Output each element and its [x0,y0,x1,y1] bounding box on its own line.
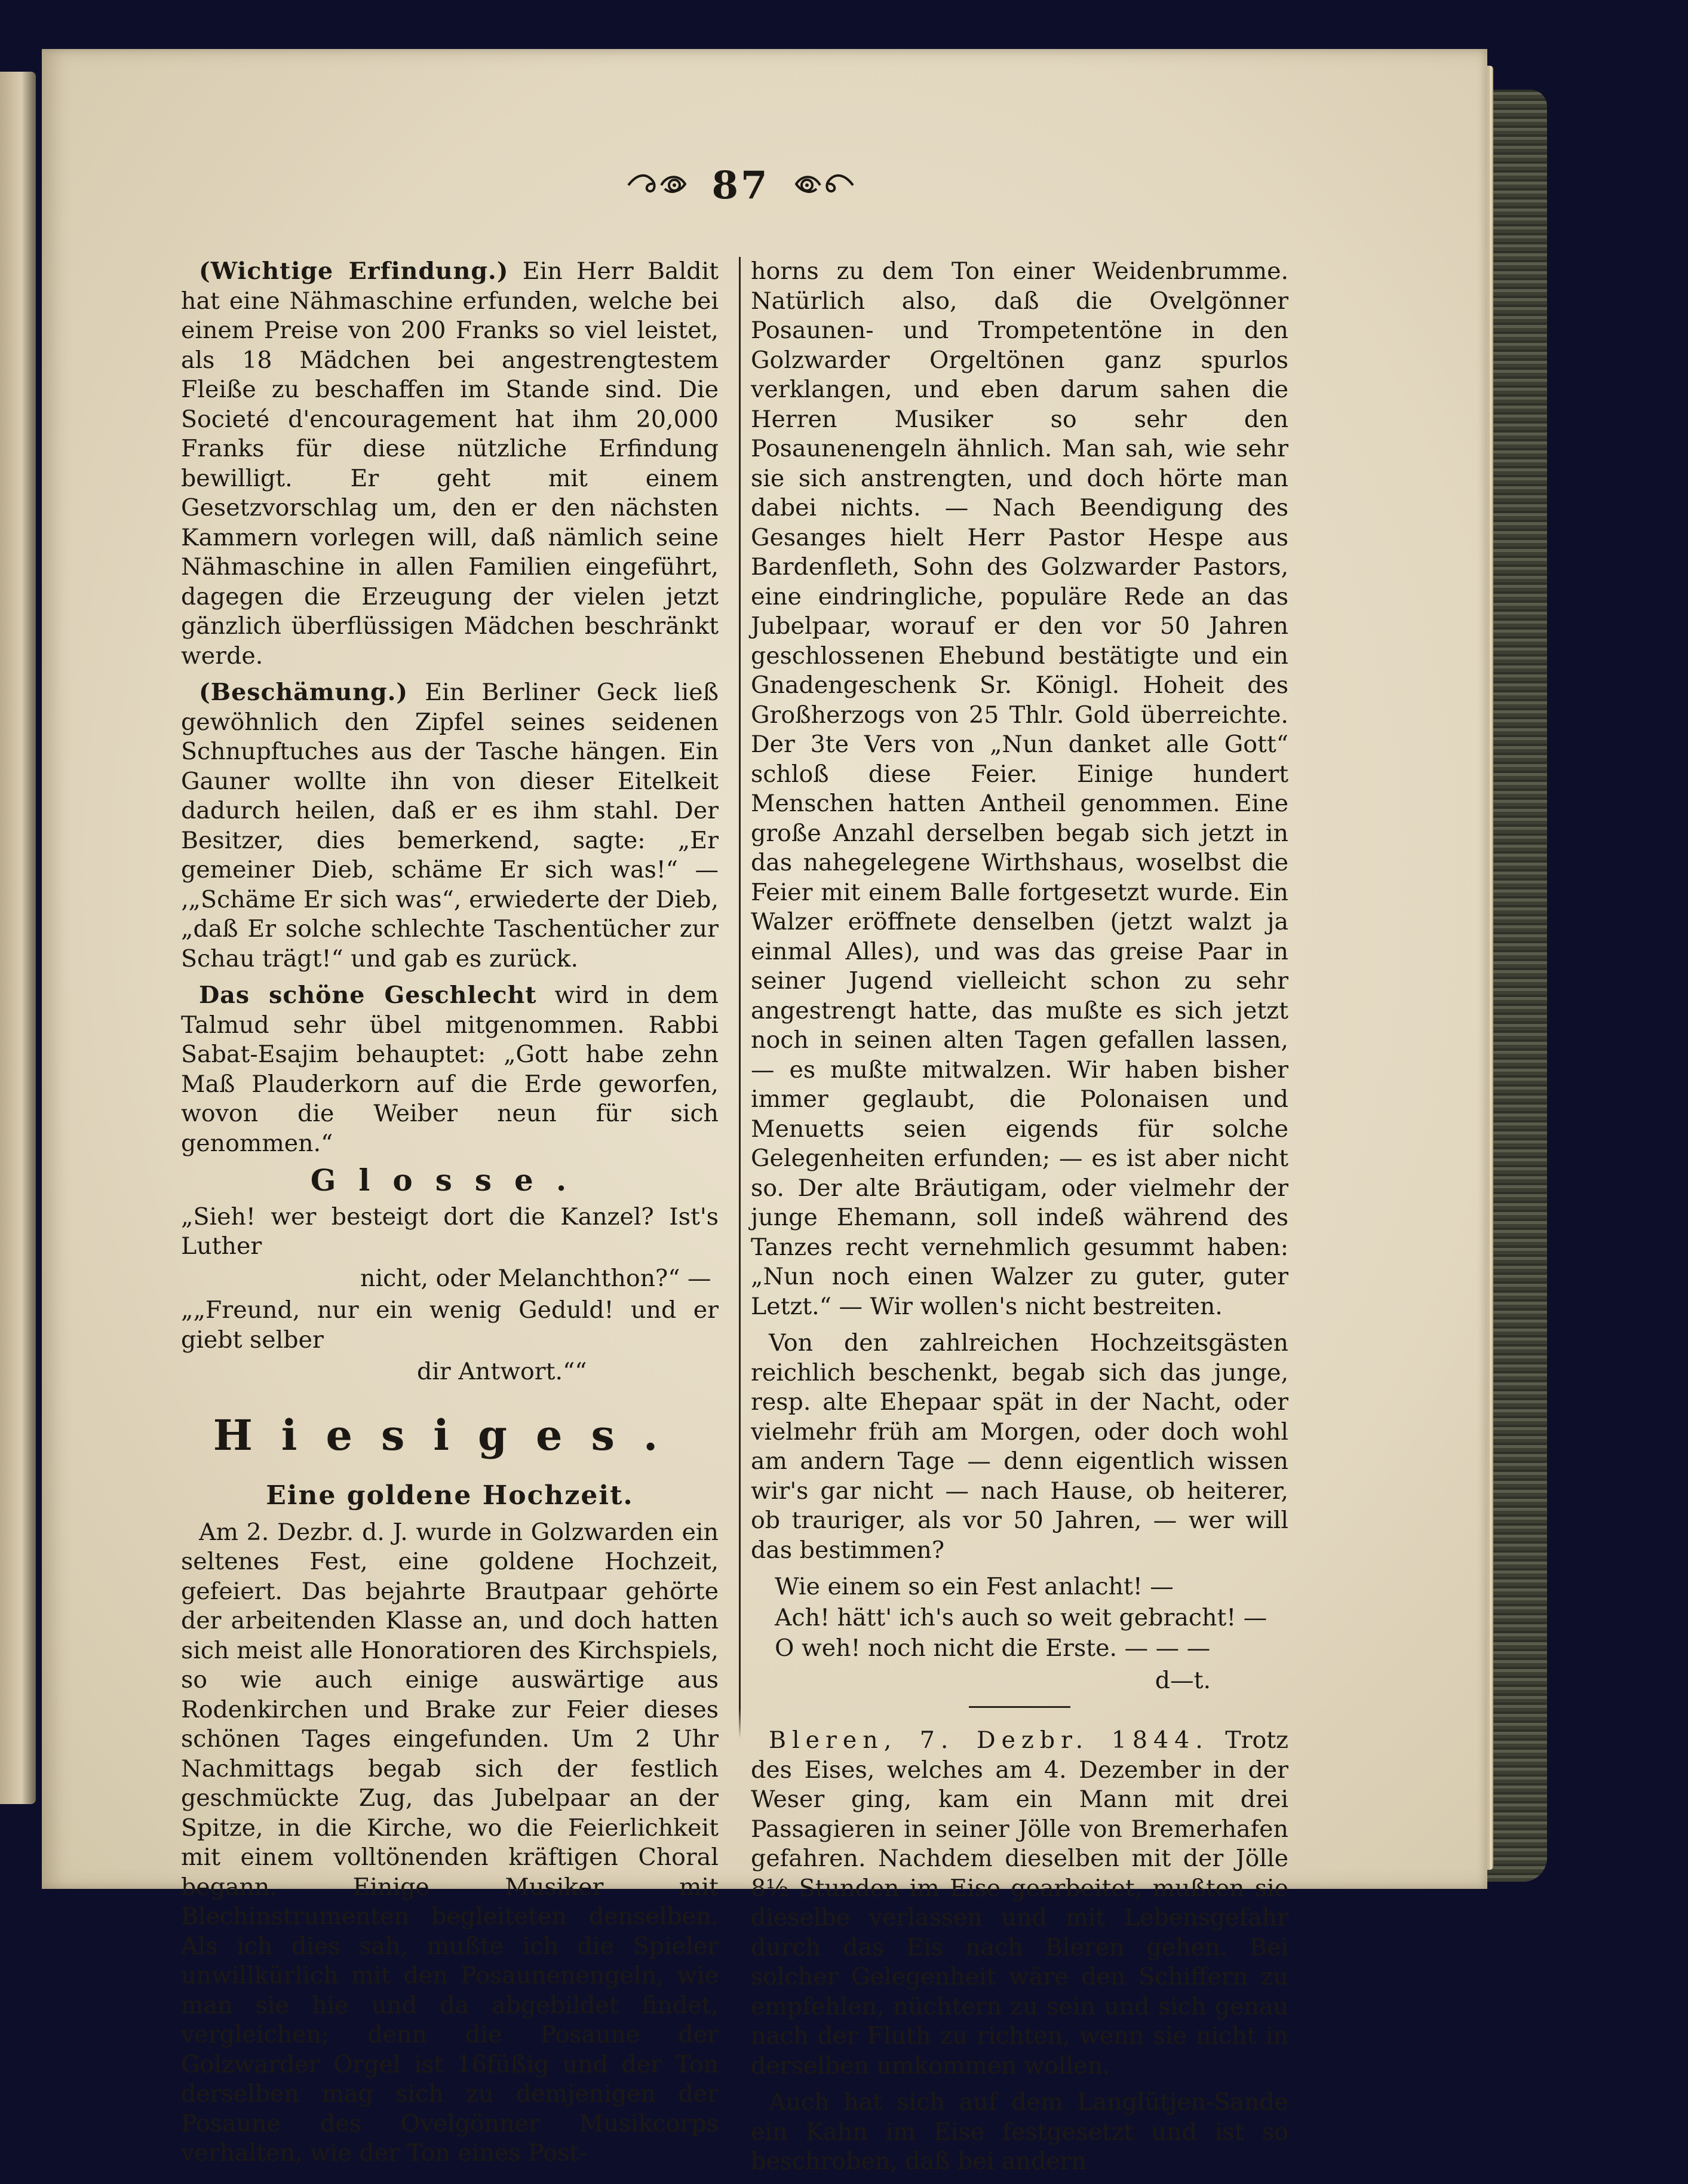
article-continuation: horns zu dem Ton einer Weidenbrumme. Natürlich also, daß die Ovelgönner Posaunen- und Trompetentöne in den Golzwarder Orgeltönen ganz spurlos verklangen, und eben darum sahen die Herren Musiker so sehr den Posaunenengeln ähnlich. Man sah, wie sehr sie sich anstrengten, und doch hörte man dabei nichts. — Nach Beendigung des Gesanges hielt Herr Pastor Hespe aus Bardenfleth, Sohn des Golzwarder Pastors, eine eindringliche, populäre Rede an das Jubelpaar, worauf er den vor 50 Jahren geschlossenen Ehebund bestätigte und ein Gnadengeschenk Sr. Königl. Hoheit des Großherzogs von 25 Thlr. Gold überreichte. Der 3te Vers von „Nun danket alle Gott“ schloß diese Feier. Einige hundert Menschen hatten Antheil genommen. Eine große Anzahl derselben begab sich jetzt in das nahegelegene Wirthshaus, woselbst die Feier mit einem Balle fortgesetzt wurde. Ein Walzer eröffnete denselben (jetzt walzt ja einmal Alles), und was das greise Paar in seiner Jugend vielleicht schon zu sehr angestrengt hatte, das mußte es sich jetzt noch in seinen alten Tagen gefallen lassen, — es mußte mitwalzen. Wir haben bisher immer geglaubt, die Polonaisen und Menuetts seien eigends für solche Gelegenheiten erfunden; — es ist aber nicht so. Der alte Bräutigam, oder vielmehr der junge Ehemann, soll indeß während des Tanzes recht vernehmlich gesummt haben: „Nun noch einen Walzer zu guter, guter Letzt.“ — Wir wollen's nicht bestreiten. [751,257,1288,1320]
facing-page-edge [0,72,36,1804]
news-text: Trotz des Eises, welches am 4. Dezember in der Weser ging, kam ein Mann mit drei Passagieren in seiner Jölle von Bremerhafen gefahren. Nachdem dieselben mit der Jölle 8½ Stunden im Eise gearbeitet, mußten sie dieselbe verlassen und mit Lebensgefahr durch das Eis nach Bleren gehen. Bei solcher Gelegenheit wäre den Schiffern zu empfehlen, nüchtern zu sein und sich genau nach der Fluth zu richten, wenn sie nicht in derselben umkommen wollen. [751,1726,1288,2079]
article-text: Ein Herr Baldit hat eine Nähmaschine erfunden, welche bei einem Preise von 200 Franks so viel leistet, als 18 Mädchen bei angestrengtestem Fleiße zu beschaffen im Stande sind. Die Societé d'encouragement hat ihm 20,000 Franks für diese nützliche Erfindung bewilligt. Er geht mit einem Gesetzvorschlag um, den er den nächsten Kammern vorlegen will, daß nämlich seine Nähmaschine in allen Familien eingeführt, dagegen die Erzeugung der vielen jetzt gänzlich überflüssigen Mädchen beschränkt werde. [181,257,719,670]
article-text: Ein Berliner Geck ließ gewöhnlich den Zipfel seines seidenen Schnupftuches aus der Tasche hängen. Ein Gauner wollte ihn von dieser Eitelkeit dadurch heilen, daß er es ihm stahl. Der Besitzer, dies bemerkend, sagte: „Er gemeiner Dieb, schäme Er sich was!“ — ‚„Schäme Er sich was“, erwiederte der Dieb, „daß Er solche schlechte Taschentücher zur Schau trägt!“ und gab es zurück. [181,679,719,973]
article-schoene-geschlecht [181,981,719,1158]
glosse-line: „„Freund, nur ein wenig Geduld! und er giebt selber [181,1296,719,1354]
article-text: Am 2. Dezbr. d. J. wurde in Golzwarden ein seltenes Fest, eine goldene Hochzeit, gefeiert. Das bejahrte Brautpaar gehörte der arbeitenden Klasse an, und doch hatten sich meist alle Honoratioren des Kirchspiels, so wie auch einige auswärtige aus Rodenkirchen und Brake zur Feier dieses schönen Tages eingefunden. Um 2 Uhr Nachmittags begab sich der festlich geschmückte Zug, das Jubelpaar an der Spitze, in die Kirche, wo die Feierlichkeit mit einem volltönenden kräftigen Choral begann. Einige Musiker mit Blechinstrumenten begleiteten denselben. Als ich dies sah, mußte ich die Spieler unwillkürlich mit den Posaunenengeln, wie man sie hie und da abgebildet findet, vergleichen; denn die Posaune der Golzwarder Orgel ist 16füßig und der Ton derselben mag sich zu demjenigen der Posaune des Ovelgönner Musikcorps verhalten, wie der Ton eines Post- [181,1518,719,2167]
poem-line: Ach! hätt' ich's auch so weit gebracht! — [775,1603,1267,1631]
poem-line: O weh! noch nicht die Erste. — — — [775,1634,1211,1662]
article-beschaemung [181,678,719,974]
page-header [597,149,884,221]
article-text: Von den zahlreichen Hochzeitsgästen reichlich beschenkt, begab sich das junge, resp. alte Ehepaar spät in der Nacht, oder vielmehr früh am Morgen, oder doch wohl am andern Tage — denn eigentlich wissen wir's gar nicht — nach Hause, ob heiterer, ob trauriger, als vor 50 Jahren, — wer will das bestimmen? [751,1329,1288,1564]
column-divider [739,257,741,1738]
author-signature: d—t. [1155,1666,1211,1694]
glosse-line: nicht, oder Melanchthon?“ — [360,1264,711,1292]
glosse-title: Glosse. [310,1162,590,1198]
glosse-line: dir Antwort.““ [417,1358,587,1385]
separator-rule [969,1706,1070,1708]
article-text: Auch hat sich auf dem Langlütjen-Sande ein Kahn im Eise festgesetzt und ist so beschroben, daß bei andern [751,2088,1288,2175]
left-ornament-icon [625,167,691,203]
news-item-bleren [751,1726,1288,2081]
article-heading: (Wichtige Erfindung.) [199,257,509,285]
glosse-line: „Sieh! wer besteigt dort die Kanzel? Ist's Luther [181,1203,719,1260]
poem-line: Wie einem so ein Fest anlacht! — [775,1573,1174,1600]
article-text: wird in dem Talmud sehr übel mitgenommen. Rabbi Sabat-Esajim behauptet: „Gott habe zehn Maß Plauderkorn auf die Erde geworfen, wovon die Weiber neun für sich genommen.“ [181,981,719,1157]
article-wichtige-erfindung [181,257,719,671]
left-column [181,257,719,2176]
article-heading: (Beschämung.) [199,679,409,706]
article-title: Eine goldene Hochzeit. [266,1480,634,1511]
right-ornament-icon [790,167,856,203]
section-title: Hiesiges. [213,1410,687,1460]
page-number: 87 [711,162,770,208]
article-heading: Das schöne Geschlecht [199,981,537,1009]
right-column [751,257,1288,2184]
news-dateline: Bleren, 7. Dezbr. 1844. [769,1726,1209,1754]
